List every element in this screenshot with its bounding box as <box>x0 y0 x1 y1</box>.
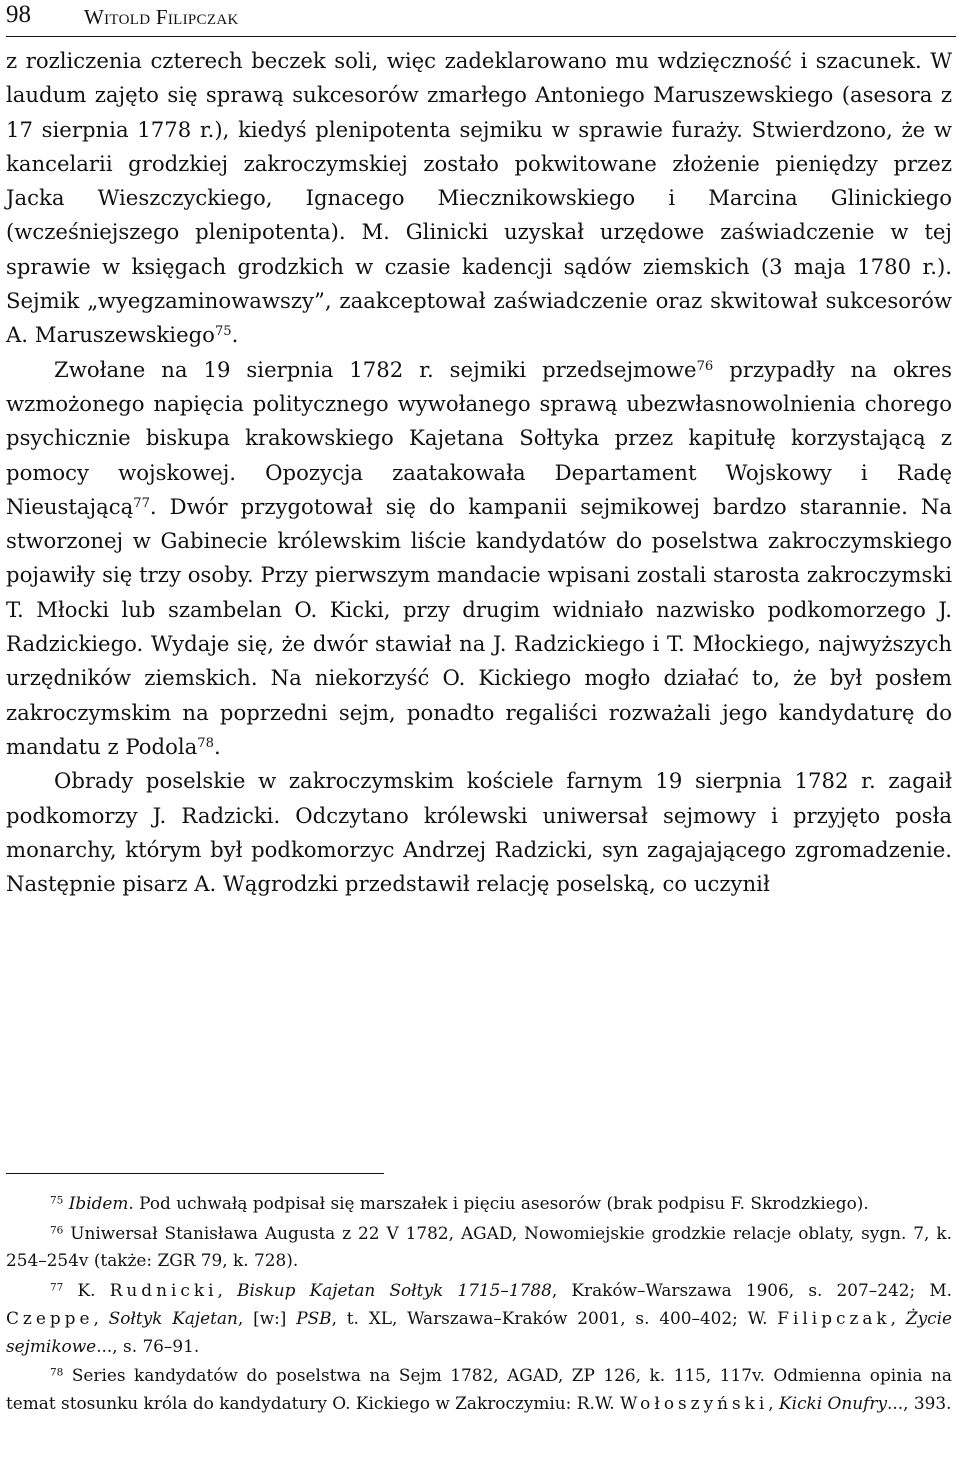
footnote-ref-76[interactable]: 76 <box>696 358 714 374</box>
footnote-78 <box>6 1362 952 1417</box>
footnote-text: , <box>890 1307 906 1328</box>
paragraph-1 <box>6 44 952 353</box>
footnote-separator <box>6 1173 384 1174</box>
footnotes <box>6 1190 952 1418</box>
author-name: Rudnicki <box>109 1280 218 1301</box>
author-name: Filipczak <box>777 1307 891 1328</box>
footnote-text: , [w:] <box>237 1307 297 1328</box>
footnote-text: ..., 393. <box>887 1392 952 1413</box>
footnote-text: , Kraków–Warszawa 1906, s. 207–242; M. <box>551 1280 953 1301</box>
footnote-text: , <box>217 1280 238 1301</box>
footnote-text: , t. XL, Warszawa–Kraków 2001, s. 400–402; W. <box>331 1307 778 1328</box>
footnote-number: 75 <box>50 1194 64 1207</box>
footnote-text: K. <box>77 1280 110 1301</box>
paragraph-1-text: z rozliczenia czterech beczek soli, więc zadeklarowano mu wdzięczność i szacunek. W laudum zajęto się sprawą sukcesorów zmarłego Antoniego Maruszewskiego (asesora z 17 sierpnia 1778 r.), kiedyś plenipotenta sejmiku w sprawie furaży. Stwierdzono, że w kancelarii grodzkiej zakroczymskiej zostało pokwitowane złożenie pieniędzy przez Jacka Wieszczyckiego, Ignacego Miecznikowskiego i Marcina Glinickiego (wcześniejszego plenipotenta). M. Glinicki uzyskał urzędowe zaświadczenie w tej sprawie w księgach grodzkich w czasie kadencji sądów ziemskich (3 maja 1780 r.). Sejmik „wyegzaminowawszy”, zaakceptował zaświadczenie oraz skwitował sukcesorów A. Maruszewskiego <box>6 48 952 348</box>
footnote-text: Series kandydatów do poselstwa na Sejm 1782, AGAD, ZP 126, k. 115, 117v. Odmienna opinia na temat stosunku króla do kandydatury O. Kickiego w Zakroczymiu: R.W. <box>6 1365 952 1413</box>
footnote-76 <box>6 1220 952 1275</box>
footnote-text: , <box>768 1392 780 1413</box>
author-name: Czeppe <box>6 1307 94 1328</box>
footnote-text: , <box>93 1307 109 1328</box>
work-title: Kicki Onufry <box>779 1392 888 1413</box>
footnote-text: Uniwersał Stanisława Augusta z 22 V 1782, AGAD, Nowomiejskie grodzkie relacje oblaty, sygn. 7, k. 254–254v (także: ZGR 79, k. 728). <box>6 1222 952 1271</box>
running-head-author: Witold Filipczak <box>84 5 239 29</box>
work-title: Sołtyk Kajetan <box>108 1307 238 1328</box>
footnote-italic: Ibidem <box>68 1193 129 1213</box>
page-number: 98 <box>6 1 31 28</box>
footnote-text: . Pod uchwałą podpisał się marszałek i pięciu asesorów (brak podpisu F. Skrodzkiego). <box>128 1193 869 1213</box>
paragraph-2-text-c: . Dwór przygotował się do kampanii sejmikowej bardzo starannie. Na stworzonej w Gabinecie królewskim liście kandydatów do poselstwa zakroczymskiego pojawiły się trzy osoby. Przy pierwszym mandacie wpisani zostali starosta zakroczymski T. Młocki lub szambelan O. Kicki, przy drugim widniało nazwisko podkomorzego J. Radzickiego. Wydaje się, że dwór stawiał na J. Radzickiego i T. Młockiego, najwyższych urzędników ziemskich. Na niekorzyść O. Kickiego mogło działać to, że był posłem zakroczymskim na poprzedni sejm, ponadto regaliści rozważali jego kandydaturę do mandatu z Podola <box>6 493 952 759</box>
paragraph-2 <box>6 353 952 765</box>
footnote-number: 76 <box>50 1223 64 1236</box>
footnote-text: ..., s. 76–91. <box>96 1335 200 1356</box>
paragraph-3 <box>6 764 952 901</box>
running-header <box>6 0 956 37</box>
footnote-ref-77[interactable]: 77 <box>133 495 150 511</box>
paragraph-3-text: Obrady poselskie w zakroczymskim kościele farnym 19 sierpnia 1782 r. zagaił podkomorzy J. Radzicki. Odczytano królewski uniwersał sejmowy i przyjęto posła monarchy, którym był podkomorzyc Andrzej Radzicki, syn zagajającego zgromadzenie. Następnie pisarz A. Wągrodzki przedstawił relację poselską, co uczynił <box>6 768 952 897</box>
work-title: Biskup Kajetan Sołtyk 1715–1788 <box>237 1280 552 1301</box>
footnote-ref-78[interactable]: 78 <box>197 735 214 751</box>
paragraph-2-end: . <box>213 733 221 759</box>
paragraph-2-text-b: przypadły na okres wzmożonego napięcia politycznego wywołanego sprawą ubezwłasnowolnienia chorego psychicznie biskupa krakowskiego Kajetana Sołtyka przez kapitułę korzystającą z pomocy wojskowej. Opozycja zaatakowała Departament Wojskowy i Radę Nieustającą <box>6 356 952 519</box>
footnote-number: 77 <box>50 1281 64 1294</box>
main-text <box>6 44 952 901</box>
paragraph-1-end: . <box>231 322 239 348</box>
paragraph-2-text-a: Zwołane na 19 sierpnia 1782 r. sejmiki przedsejmowe <box>54 356 697 382</box>
author-name: Wołoszyński <box>619 1392 769 1413</box>
footnote-75 <box>6 1190 952 1218</box>
footnote-number: 78 <box>50 1366 64 1379</box>
footnote-ref-75[interactable]: 75 <box>214 324 232 340</box>
work-title: PSB <box>296 1307 332 1328</box>
footnote-77 <box>6 1277 952 1360</box>
work-title: Życie sejmikowe <box>6 1307 952 1356</box>
